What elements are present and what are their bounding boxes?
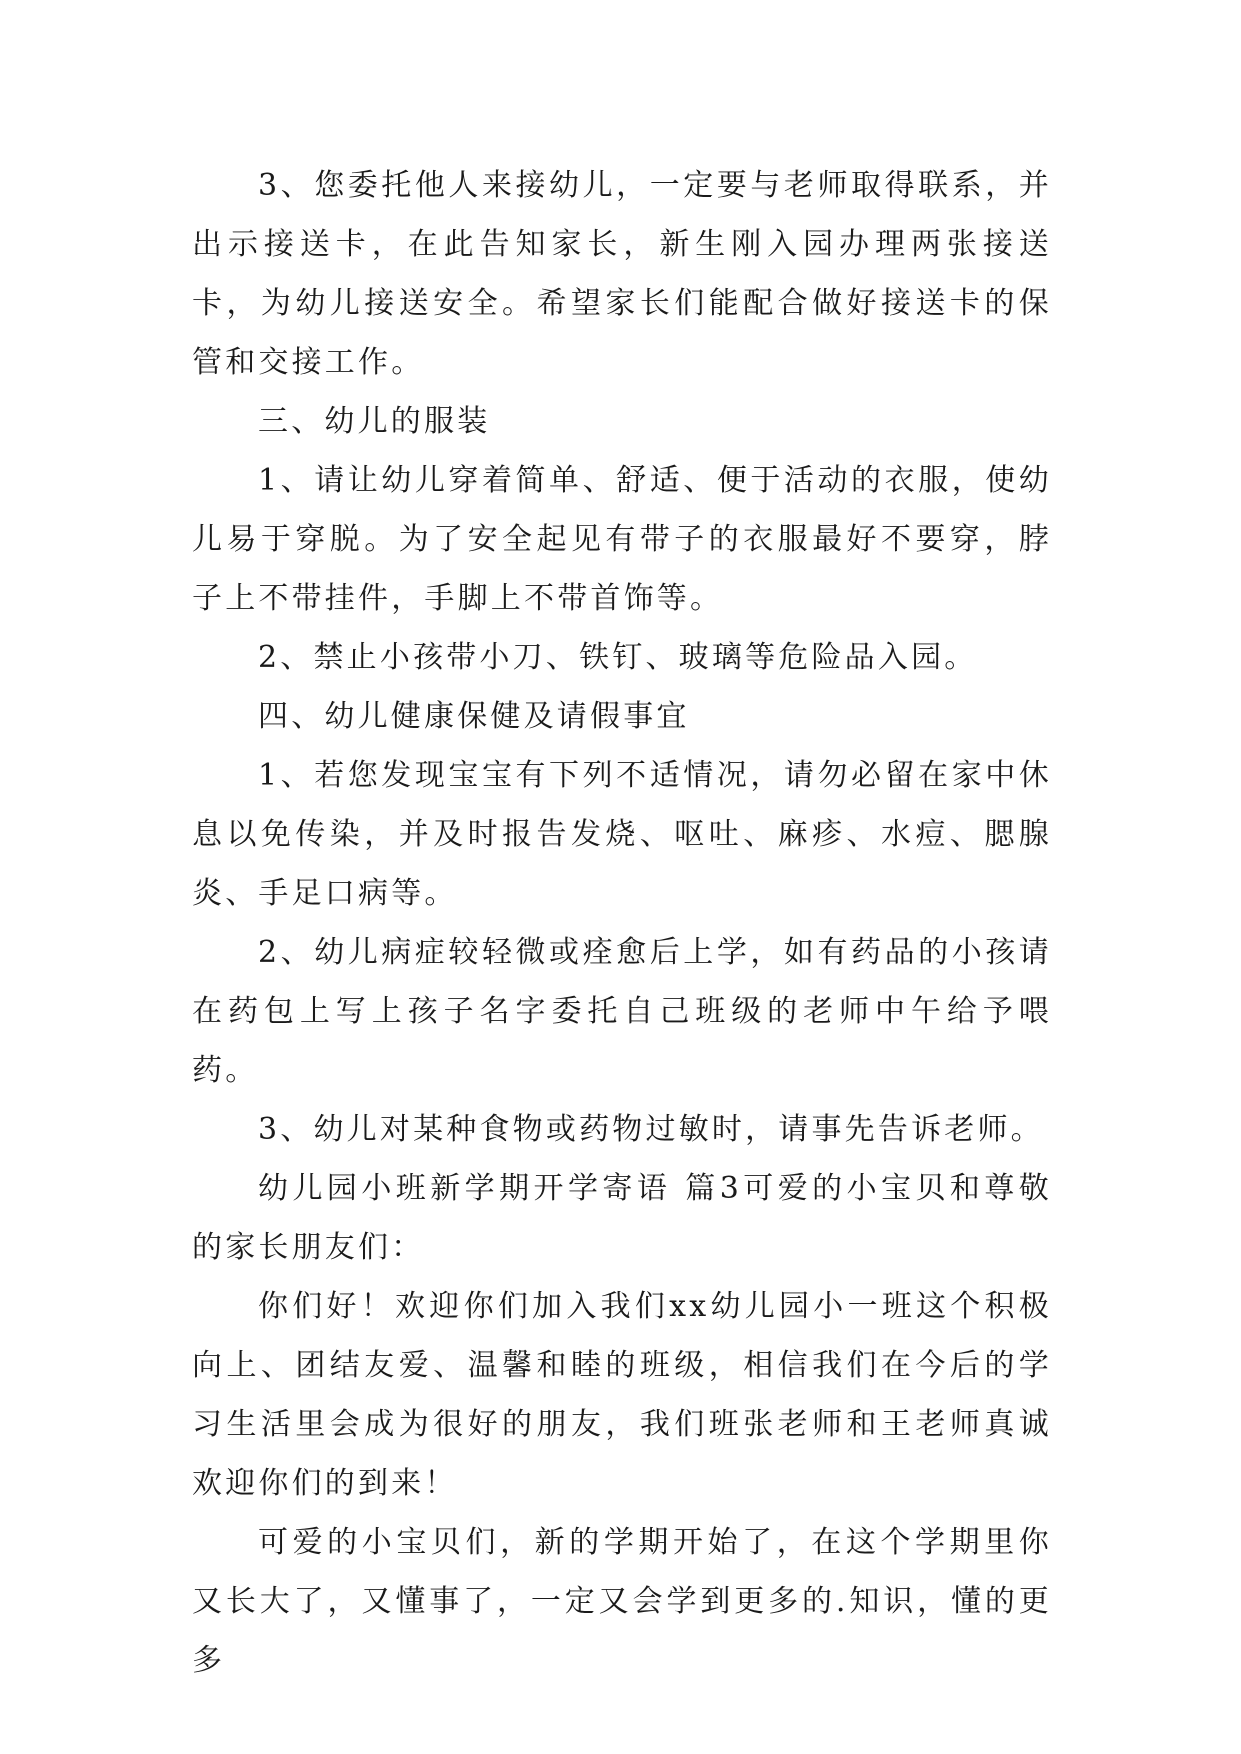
paragraph-new-semester: 可爱的小宝贝们，新的学期开始了，在这个学期里你又长大了，又懂事了，一定又会学到更多的.知识，懂的更多 xyxy=(192,1525,1052,1678)
section-heading-clothing: 三、幼儿的服装 xyxy=(258,404,491,439)
document-body xyxy=(192,156,1052,1690)
paragraph-clothing-2: 2、禁止小孩带小刀、铁钉、玻璃等危险品入园。 xyxy=(258,640,978,675)
paragraph-health-3: 3、幼儿对某种食物或药物过敏时，请事先告诉老师。 xyxy=(258,1112,1044,1147)
paragraph-clothing-1: 1、请让幼儿穿着简单、舒适、便于活动的衣服，使幼儿易于穿脱。为了安全起见有带子的衣服最好不要穿，脖子上不带挂件，手脚上不带首饰等。 xyxy=(192,463,1052,616)
section-heading-health: 四、幼儿健康保健及请假事宜 xyxy=(258,699,690,734)
paragraph-pickup-consent: 3、您委托他人来接幼儿，一定要与老师取得联系，并出示接送卡，在此告知家长，新生刚入园办理两张接送卡，为幼儿接送安全。希望家长们能配合做好接送卡的保管和交接工作。 xyxy=(192,168,1052,380)
paragraph-health-2: 2、幼儿病症较轻微或痊愈后上学，如有药品的小孩请在药包上写上孩子名字委托自己班级的老师中午给予喂药。 xyxy=(192,935,1052,1088)
paragraph-greeting: 你们好！欢迎你们加入我们xx幼儿园小一班这个积极向上、团结友爱、温馨和睦的班级，相信我们在今后的学习生活里会成为很好的朋友，我们班张老师和王老师真诚欢迎你们的到来！ xyxy=(192,1289,1052,1501)
article-title-part-3: 幼儿园小班新学期开学寄语 篇3可爱的小宝贝和尊敬的家长朋友们： xyxy=(192,1171,1052,1265)
paragraph-health-1: 1、若您发现宝宝有下列不适情况，请勿必留在家中休息以免传染，并及时报告发烧、呕吐、麻疹、水痘、腮腺炎、手足口病等。 xyxy=(192,758,1052,911)
